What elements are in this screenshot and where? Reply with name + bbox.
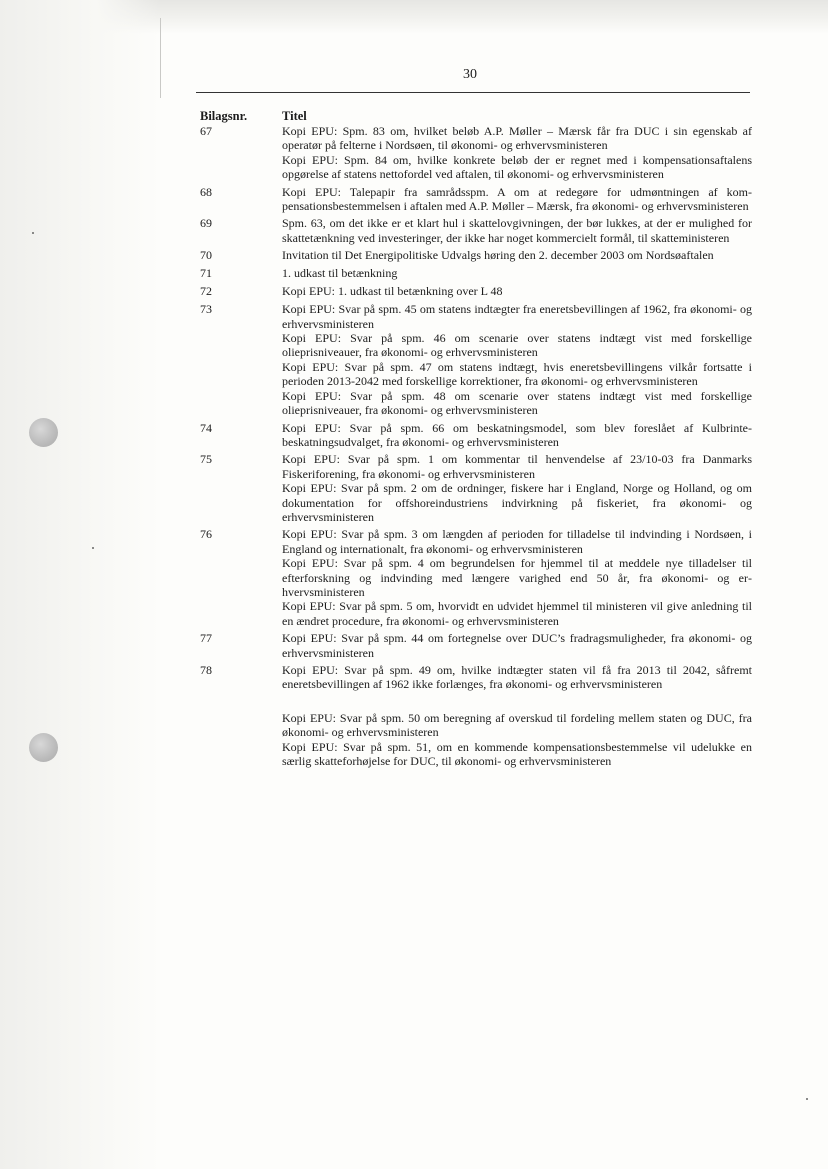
entry-title: Kopi EPU: Svar på spm. 44 om fortegnelse over DUC’s fradragsmuligheder, fra økonomi- og erhvervsministeren	[282, 631, 752, 660]
entry-title: Kopi EPU: Svar på spm. 45 om statens indtægter fra eneretsbevillingen af 1962, fra økonomi- og erhvervsministeren	[282, 302, 752, 331]
entry-title: Kopi EPU: Svar på spm. 47 om statens indtægt, hvis eneretsbevillingens vilkår fortsatte i perioden 2013-2042 med forskellige korrektioner, fra økonomi- og erhvervsministeren	[282, 359, 752, 389]
entry-number: 78	[200, 663, 212, 677]
appendix-entry	[200, 248, 752, 263]
entry-number: 68	[200, 184, 212, 199]
page-number: 30	[463, 67, 477, 82]
entry-title: Kopi EPU: Svar på spm. 50 om beregning af overskud til fordeling mellem staten og DUC, fra økonomi- og erhvervsministeren	[282, 710, 752, 740]
entry-title: Kopi EPU: Spm. 83 om, hvilket beløb A.P. Møller – Mærsk får fra DUC i sin egenskab af operatør på felterne i Nordsøen, til økonomi- og erhvervsministeren	[282, 124, 752, 153]
entry-number: 70	[200, 248, 212, 263]
entry-title: Kopi EPU: Svar på spm. 5 om, hvorvidt en udvidet hjemmel til ministeren vil give anledning til en ændret procedure, fra økonomi- og erhvervsministeren	[282, 599, 752, 628]
appendix-entry	[200, 266, 752, 281]
appendix-list	[200, 124, 752, 768]
appendix-entry	[200, 452, 752, 524]
entry-title: Kopi EPU: Svar på spm. 49 om, hvilke indtægter staten vil få fra 2013 til 2042, såfremt eneretsbevillingen af 1962 ikke forlænges, fra økonomi- og erhvervsministeren	[282, 663, 752, 692]
appendix-entry	[200, 185, 752, 214]
entry-title: Kopi EPU: Svar på spm. 3 om længden af perioden for tilladelse til indvinding i Nordsøen, i England og internationalt, fra økonomi- og erhvervsministeren	[282, 527, 752, 556]
column-header-titel: Titel	[282, 109, 307, 123]
appendix-entry	[200, 421, 752, 450]
entry-title: Invitation til Det Energipolitiske Udvalgs høring den 2. december 2003 om Nordsøaftalen	[282, 248, 714, 263]
appendix-entry	[200, 631, 752, 660]
appendix-entry	[200, 284, 752, 299]
punch-hole-upper	[29, 418, 58, 447]
fold-line	[160, 18, 161, 98]
appendix-entry	[200, 663, 752, 768]
entry-title: Kopi EPU: Svar på spm. 46 om scenarie over statens indtægt vist med forskellige olieprisniveauer, fra økonomi- og erhvervsministeren	[282, 331, 752, 360]
scan-shadow-left	[0, 0, 160, 1169]
entry-title: Kopi EPU: Svar på spm. 66 om beskatningsmodel, som blev foreslået af Kulbrintebeskatningsudvalget, fra økonomi- og erhvervsministeren	[282, 420, 752, 449]
entry-number: 71	[200, 266, 212, 281]
entry-number: 77	[200, 631, 212, 646]
scan-speck	[806, 1098, 808, 1100]
column-header-bilagsnr: Bilagsnr.	[200, 109, 248, 123]
entry-title: Kopi EPU: Svar på spm. 48 om scenarie over statens indtægt vist med forskellige olieprisniveauer, fra økonomi- og erhvervsministeren	[282, 388, 752, 418]
entry-number: 67	[200, 124, 212, 138]
entry-number: 73	[200, 302, 212, 317]
scan-speck	[32, 232, 34, 234]
entry-title: Kopi EPU: Svar på spm. 51, om en kommende kompensationsbestemmelse vil udelukke en særlig skatteforhøjelse for DUC, til økonomi- og erhvervsministeren	[282, 739, 752, 769]
entry-number: 69	[200, 216, 212, 231]
entry-title: Kopi EPU: 1. udkast til betænkning over L 48	[282, 284, 503, 299]
header-rule	[196, 92, 750, 93]
entry-number: 76	[200, 527, 212, 542]
entry-title: Spm. 63, om det ikke er et klart hul i skattelovgivningen, der bør lukkes, at der er mulighed for skattetænkning ved investeringer, der ikke har noget kommercielt formål, til skatteministeren	[282, 216, 752, 245]
appendix-entry	[200, 302, 752, 417]
entry-title: Kopi EPU: Svar på spm. 1 om kommentar til henvendelse af 23/10-03 fra Danmarks Fiskeriforening, fra økonomi- og erhvervsministeren	[282, 452, 752, 481]
appendix-entry	[200, 216, 752, 245]
entry-title: Kopi EPU: Svar på spm. 2 om de ordninger, fiskere har i England, Norge og Holland, og om dokumentation for offshoreindustriens indvirkning på fiskeriet, fra økonomi- og erhvervsministeren	[282, 481, 752, 524]
entry-title: 1. udkast til betænkning	[282, 266, 398, 281]
entry-title: Kopi EPU: Svar på spm. 4 om begrundelsen for hjemmel til at meddele nye tilladelser til efterforskning og indvinding med længere varighed end 50 år, fra økonomi- og erhvervsministeren	[282, 556, 752, 599]
entry-number: 75	[200, 452, 212, 467]
entry-title: Kopi EPU: Spm. 84 om, hvilke konkrete beløb der er regnet med i kompensationsaftalens opgørelse af statens nettofordel ved aftalen, til økonomi- og erhvervsministeren	[282, 152, 752, 182]
entry-title: Kopi EPU: Talepapir fra samrådsspm. A om at redegøre for udmøntningen af kompensationsbestemmelsen i aftalen med A.P. Møller – Mærsk, fra økonomi- og erhvervsministeren	[282, 184, 752, 214]
punch-hole-lower	[29, 733, 58, 762]
scan-speck	[92, 547, 94, 549]
entry-number: 72	[200, 284, 212, 299]
appendix-entry	[200, 124, 752, 182]
entry-number: 74	[200, 420, 212, 435]
appendix-entry	[200, 527, 752, 628]
